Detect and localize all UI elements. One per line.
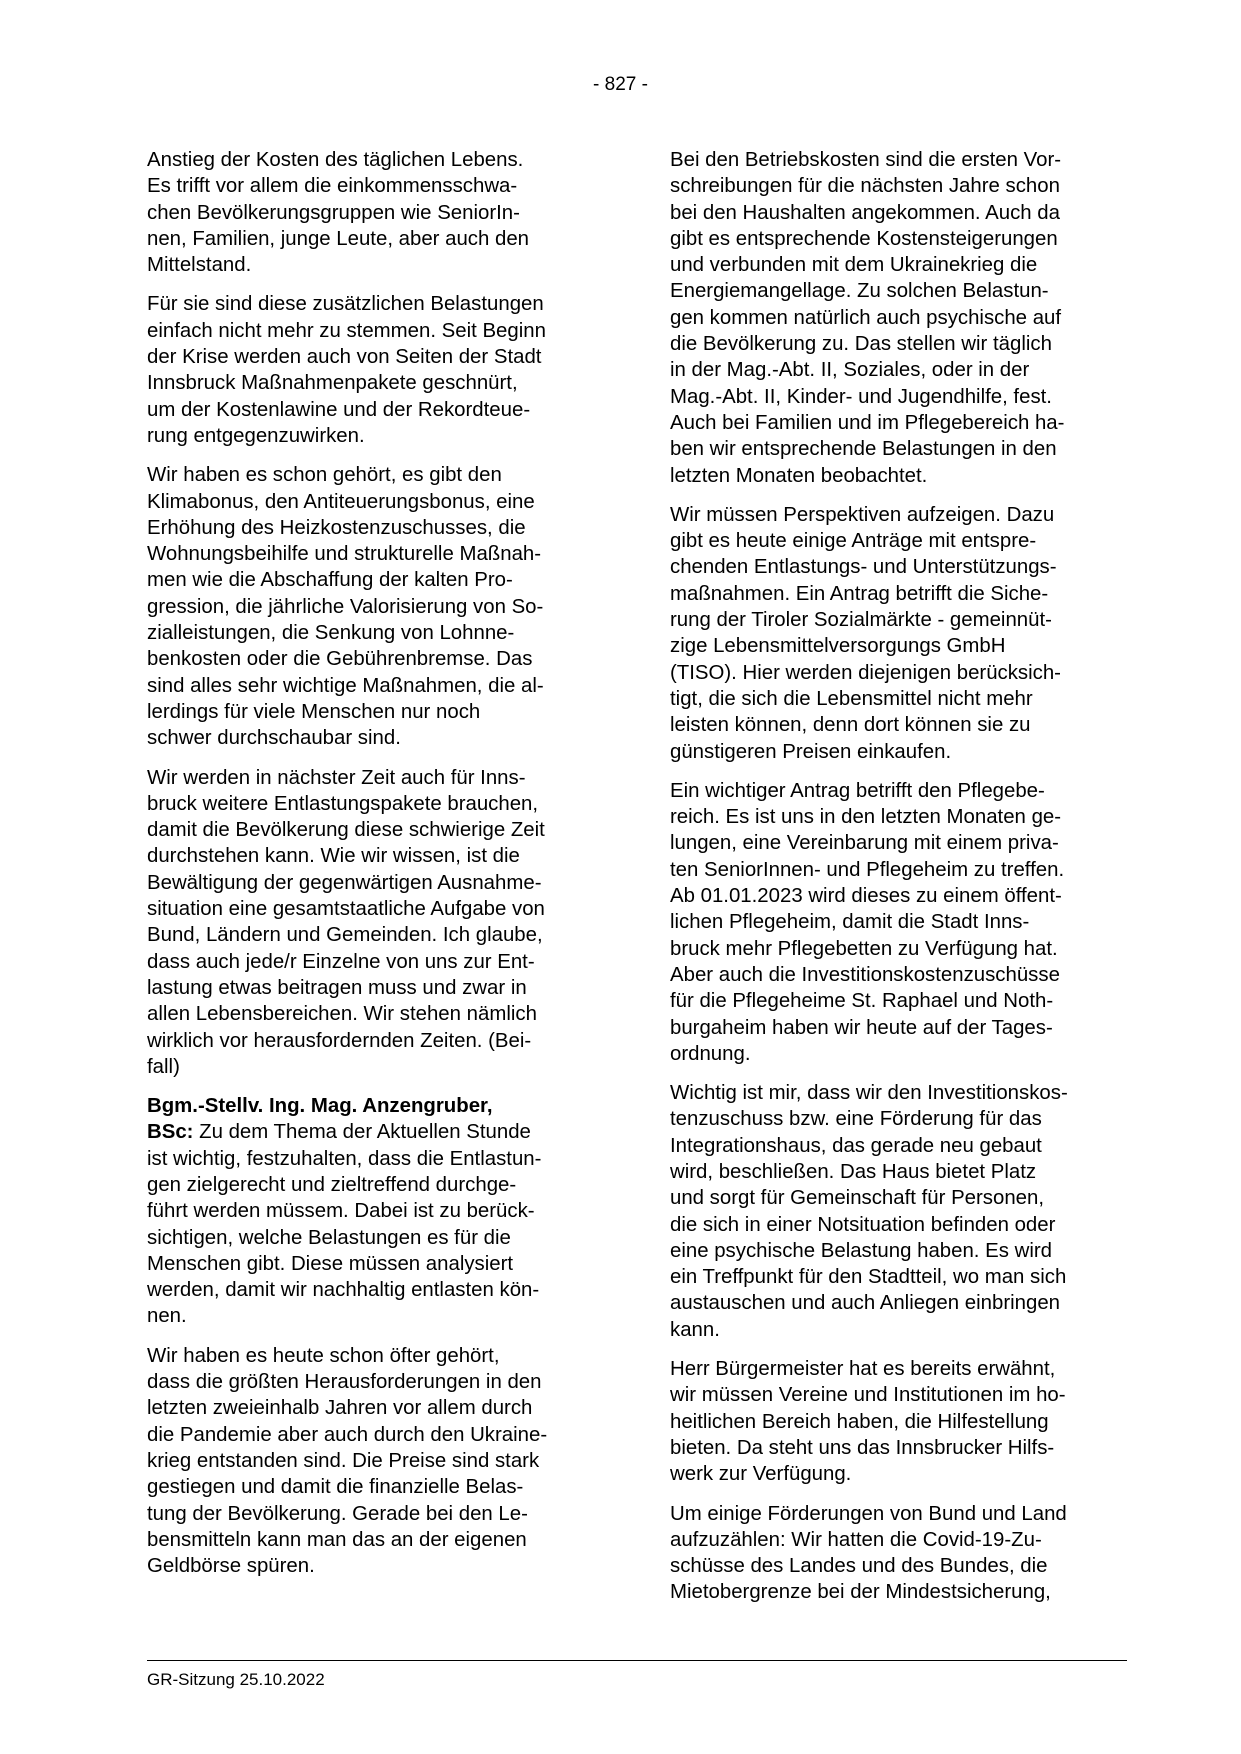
paragraph: [670, 1501, 1120, 1606]
paragraph-line: tung der Bevölkerung. Gerade bei den Le-: [147, 1502, 528, 1525]
page-number: - 827 -: [593, 74, 648, 95]
paragraph-line: nen, Familien, junge Leute, aber auch den: [147, 227, 530, 250]
paragraph-line: dass auch jede/r Einzelne von uns zur Ent-: [147, 950, 535, 973]
paragraph-line: ben wir entsprechende Belastungen in den: [670, 438, 1057, 461]
paragraph: [147, 462, 587, 751]
paragraph-line: gen zielgerecht und zieltreffend durchge-: [147, 1173, 517, 1196]
paragraph-line: Es trifft vor allem die einkommensschwa-: [147, 175, 518, 198]
paragraph-line: wird, beschließen. Das Haus bietet Platz: [670, 1160, 1037, 1183]
speaker-name: Bgm.-Stellv. Ing. Mag. Anzengruber,: [147, 1095, 493, 1118]
paragraph-line: ten SeniorInnen- und Pflegeheim zu treffen.: [670, 858, 1065, 881]
paragraph-line: gen kommen natürlich auch psychische auf: [670, 306, 1062, 329]
paragraph-line: Wohnungsbeihilfe und strukturelle Maßnah-: [147, 543, 542, 566]
paragraph-line: gression, die jährliche Valorisierung von So-: [147, 595, 544, 618]
paragraph-line: allen Lebensbereichen. Wir stehen nämlich: [147, 1003, 537, 1026]
paragraph-line: Wir haben es schon gehört, es gibt den: [147, 464, 502, 487]
paragraph-line: gibt es heute einige Anträge mit entspre-: [670, 530, 1037, 553]
paragraph-line: lerdings für viele Menschen nur noch: [147, 700, 481, 723]
paragraph-line: kann.: [670, 1318, 720, 1341]
paragraph-line: letzten Monaten beobachtet.: [670, 464, 928, 487]
paragraph-line: zige Lebensmittelversorgungs GmbH: [670, 635, 1006, 658]
paragraph-line: situation eine gesamtstaatliche Aufgabe von: [147, 898, 545, 921]
paragraph-line: nen.: [147, 1305, 187, 1328]
paragraph-line: um der Kostenlawine und der Rekordteue-: [147, 398, 531, 421]
paragraph-line: durchstehen kann. Wie wir wissen, ist die: [147, 845, 520, 868]
paragraph-line: Herr Bürgermeister hat es bereits erwähnt,: [670, 1358, 1056, 1381]
paragraph-line: Für sie sind diese zusätzlichen Belastungen: [147, 293, 544, 316]
paragraph-line: Aber auch die Investitionskostenzuschüsse: [670, 963, 1060, 986]
paragraph-line: maßnahmen. Ein Antrag betrifft die Siche-: [670, 582, 1049, 605]
paragraph-line: eine psychische Belastung haben. Es wird: [670, 1239, 1052, 1262]
paragraph-line: tigt, die sich die Lebensmittel nicht mehr: [670, 687, 1033, 710]
paragraph-line: Bewältigung der gegenwärtigen Ausnahme-: [147, 871, 542, 894]
paragraph-line: dass die größten Herausforderungen in den: [147, 1371, 542, 1394]
left-column: [147, 147, 587, 1592]
paragraph-line: men wie die Abschaffung der kalten Pro-: [147, 569, 513, 592]
paragraph-line: einfach nicht mehr zu stemmen. Seit Beginn: [147, 319, 546, 342]
paragraph-line: und sorgt für Gemeinschaft für Personen,: [670, 1187, 1045, 1210]
paragraph-line: reich. Es ist uns in den letzten Monaten ge-: [670, 806, 1062, 829]
paragraph-line: werk zur Verfügung.: [670, 1463, 852, 1486]
paragraph-line: schreibungen für die nächsten Jahre schon: [670, 175, 1060, 198]
paragraph-line: bruck weitere Entlastungspakete brauchen,: [147, 792, 539, 815]
paragraph-line: benkosten oder die Gebührenbremse. Das: [147, 648, 533, 671]
paragraph-line: leisten können, denn dort können sie zu: [670, 714, 1031, 737]
paragraph-line: gibt es entsprechende Kostensteigerungen: [670, 227, 1058, 250]
paragraph: [670, 778, 1120, 1067]
paragraph-line: ist wichtig, festzuhalten, dass die Entlastun-: [147, 1147, 542, 1170]
paragraph-line: lungen, eine Vereinbarung mit einem priva-: [670, 832, 1059, 855]
paragraph-line: Geldbörse spüren.: [147, 1555, 315, 1578]
paragraph-line: Auch bei Familien und im Pflegebereich ha-: [670, 411, 1065, 434]
speaker-name-suffix: BSc:: [147, 1121, 194, 1144]
paragraph-line: bensmitteln kann man das an der eigenen: [147, 1528, 527, 1551]
paragraph-line: [147, 1119, 587, 1145]
paragraph-line: heitlichen Bereich haben, die Hilfestellung: [670, 1410, 1049, 1433]
paragraph-line: burgaheim haben wir heute auf der Tages-: [670, 1016, 1053, 1039]
paragraph-line: lichen Pflegeheim, damit die Stadt Inns-: [670, 911, 1030, 934]
paragraph-line: Wir haben es heute schon öfter gehört,: [147, 1344, 500, 1367]
paragraph-line: tenzuschuss bzw. eine Förderung für das: [670, 1108, 1042, 1131]
paragraph-line: bruck mehr Pflegebetten zu Verfügung hat.: [670, 937, 1058, 960]
paragraph-line: fall): [147, 1055, 180, 1078]
paragraph-line: Bei den Betriebskosten sind die ersten Vor-: [670, 149, 1062, 171]
paragraph-line: letzten zweieinhalb Jahren vor allem durch: [147, 1397, 533, 1420]
paragraph-line: Innsbruck Maßnahmenpakete geschnürt,: [147, 372, 518, 395]
paragraph-line: Wir müssen Perspektiven aufzeigen. Dazu: [670, 503, 1055, 526]
paragraph-line: wirklich vor herausfordernden Zeiten. (Bei-: [147, 1029, 532, 1052]
paragraph-line: Mittelstand.: [147, 254, 252, 277]
paragraph: [147, 291, 587, 449]
paragraph-text: Zu dem Thema der Aktuellen Stunde: [193, 1121, 531, 1144]
paragraph-line: [147, 1093, 587, 1119]
paragraph-line: gestiegen und damit die finanzielle Belas-: [147, 1476, 524, 1499]
paragraph-line: führt werden müssem. Dabei ist zu berück-: [147, 1200, 535, 1223]
paragraph-line: und verbunden mit dem Ukrainekrieg die: [670, 254, 1038, 277]
paragraph-line: günstigeren Preisen einkaufen.: [670, 740, 952, 763]
footer-text: GR-Sitzung 25.10.2022: [147, 1670, 325, 1689]
paragraph-line: Klimabonus, den Antiteuerungsbonus, eine: [147, 490, 535, 513]
paragraph-line: der Krise werden auch von Seiten der Stadt: [147, 346, 542, 369]
paragraph-line: Wichtig ist mir, dass wir den Investitionskos-: [670, 1082, 1068, 1105]
paragraph-line: ordnung.: [670, 1042, 751, 1065]
speaker-paragraph: [147, 1093, 587, 1330]
paragraph-line: Ab 01.01.2023 wird dieses zu einem öffent-: [670, 885, 1062, 908]
paragraph-line: zialleistungen, die Senkung von Lohnne-: [147, 622, 515, 645]
paragraph-line: sind alles sehr wichtige Maßnahmen, die al-: [147, 674, 544, 697]
paragraph: [670, 1080, 1120, 1343]
paragraph-line: Um einige Förderungen von Bund und Land: [670, 1502, 1067, 1525]
paragraph-line: Anstieg der Kosten des täglichen Lebens.: [147, 149, 524, 171]
paragraph: [670, 502, 1120, 765]
paragraph-line: ein Treffpunkt für den Stadtteil, wo man sich: [670, 1266, 1067, 1289]
paragraph-line: Menschen gibt. Diese müssen analysiert: [147, 1252, 514, 1275]
paragraph-line: wir müssen Vereine und Institutionen im ho-: [670, 1384, 1066, 1407]
paragraph: [670, 1356, 1120, 1487]
paragraph-line: austauschen und auch Anliegen einbringen: [670, 1292, 1061, 1315]
paragraph-line: bei den Haushalten angekommen. Auch da: [670, 201, 1060, 224]
paragraph-line: in der Mag.-Abt. II, Soziales, oder in der: [670, 359, 1030, 382]
paragraph-line: rung entgegenzuwirken.: [147, 424, 365, 447]
paragraph-line: für die Pflegeheime St. Raphael und Noth-: [670, 990, 1054, 1013]
paragraph-line: Bund, Ländern und Gemeinden. Ich glaube,: [147, 924, 543, 947]
paragraph-line: (TISO). Hier werden diejenigen berücksich-: [670, 661, 1061, 684]
paragraph-line: die Pandemie aber auch durch den Ukraine-: [147, 1423, 548, 1446]
paragraph: [147, 1343, 587, 1580]
paragraph-line: chenden Entlastungs- und Unterstützungs-: [670, 556, 1057, 579]
paragraph-line: Integrationshaus, das gerade neu gebaut: [670, 1134, 1042, 1157]
paragraph-line: krieg entstanden sind. Die Preise sind stark: [147, 1449, 540, 1472]
paragraph: [147, 147, 587, 278]
paragraph-line: Energiemangellage. Zu solchen Belastun-: [670, 280, 1049, 303]
paragraph-line: Mietobergrenze bei der Mindestsicherung,: [670, 1581, 1051, 1604]
paragraph-line: Mag.-Abt. II, Kinder- und Jugendhilfe, fest.: [670, 385, 1052, 408]
paragraph-line: Wir werden in nächster Zeit auch für Inns-: [147, 766, 526, 789]
paragraph-line: die Bevölkerung zu. Das stellen wir täglich: [670, 333, 1052, 356]
paragraph-line: Erhöhung des Heizkostenzuschusses, die: [147, 516, 526, 539]
paragraph-line: bieten. Da steht uns das Innsbrucker Hilfs-: [670, 1436, 1055, 1459]
paragraph-line: damit die Bevölkerung diese schwierige Zeit: [147, 819, 545, 842]
paragraph-line: sichtigen, welche Belastungen es für die: [147, 1226, 511, 1249]
paragraph-line: aufzuzählen: Wir hatten die Covid-19-Zu-: [670, 1528, 1042, 1551]
paragraph-line: schüsse des Landes und des Bundes, die: [670, 1555, 1048, 1578]
paragraph-line: werden, damit wir nachhaltig entlasten kön-: [147, 1279, 540, 1302]
paragraph-line: die sich in einer Notsituation befinden oder: [670, 1213, 1056, 1236]
paragraph: [147, 765, 587, 1081]
paragraph-line: Ein wichtiger Antrag betrifft den Pflegebe-: [670, 779, 1045, 802]
paragraph-line: rung der Tiroler Sozialmärkte - gemeinnüt-: [670, 609, 1052, 632]
footer-divider: [147, 1660, 1127, 1661]
paragraph-line: chen Bevölkerungsgruppen wie SeniorIn-: [147, 201, 520, 224]
right-column: [670, 147, 1120, 1619]
paragraph-line: lastung etwas beitragen muss und zwar in: [147, 976, 527, 999]
paragraph-line: schwer durchschaubar sind.: [147, 727, 401, 750]
paragraph: [670, 147, 1120, 489]
